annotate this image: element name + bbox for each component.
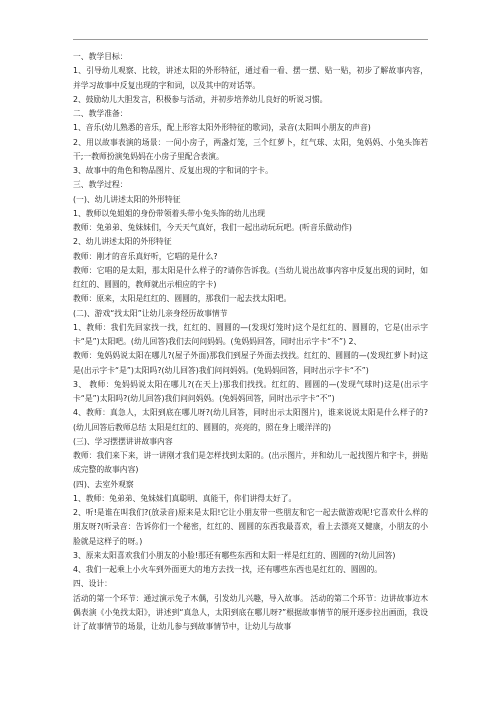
paragraph: 3、 教师：兔妈妈说太阳在哪儿?(在天上)那我们找找。红红的、圆圆的—(发现气球时)这是(出示字卡“是”)太阳吗?(幼儿回答)我们问问妈妈。(兔妈妈回答，同时出示字卡“不”) bbox=[73, 379, 428, 403]
paragraph: 3、故事中的角色和物品图片、反复出现的字和词的字卡。 bbox=[73, 166, 273, 175]
paragraph: 1、教师：我们先回家找一找，红红的、圆圆的—(发现灯笼时)这个是红红的、圆圆的，它是(出示字卡“是”)太阳吧。(幼儿回答)我们去问问妈妈。(兔妈妈回答，同时出示字卡“不”) 2、 bbox=[73, 322, 428, 346]
paragraph: 教师：我们来下来，讲一讲刚才我们是怎样找到太阳的。(出示图片，并和幼儿一起找图片和字卡，拼贴成完整的故事内容) bbox=[73, 451, 428, 475]
document-body bbox=[73, 50, 428, 634]
paragraph: 二、教学准备： bbox=[73, 109, 128, 118]
paragraph: (二)、游戏“找太阳”让幼儿亲身经历故事情节 bbox=[73, 308, 228, 318]
paragraph: 1、音乐(幼儿熟悉的音乐，配上形容太阳外形特征的歌词)，录音(太阳叫小朋友的声音) bbox=[73, 123, 371, 133]
paragraph: 教师：兔弟弟、兔妹妹们，今天天气真好，我们一起出动玩玩吧。(听音乐做动作) bbox=[73, 223, 352, 232]
paragraph: 教师：兔妈妈说太阳在哪儿?(屋子外面)那我们到屋子外面去找找。红红的、圆圆的—(发现红萝卜时)这是(出示字卡“是”)太阳吗?(幼儿回答)我们问问妈妈。(兔妈妈回答，同时出示字卡“不”) bbox=[73, 351, 428, 375]
paragraph: 活动的第一个环节：通过演示兔子木偶，引发幼儿兴趣，导入故事。 活动的第二个环节：边讲故事边木偶表演《小兔找太阳》，讲述到“真急人，太阳到底在哪儿呀?”根据故事情节的展开逐步拉出画面，我设计了故事情节的场景，让幼儿参与到故事情节中，让幼儿与故事 bbox=[73, 593, 428, 631]
paragraph: (四)、去室外观察 bbox=[73, 479, 134, 489]
paragraph: 4、教师：真急人，太阳到底在哪儿呀?(幼儿回答，同时出示太阳图片)，谁来说说太阳是什么样子的?(幼儿回答后教师总结 太阳是红红的、圆圆的，亮亮的，照在身上暖洋洋的) bbox=[73, 408, 428, 432]
paragraph: (三)、学习摆摆讲讲故事内容 bbox=[73, 436, 173, 446]
paragraph: 1、教师以兔姐姐的身份带领着头带小兔头饰的幼儿出现 bbox=[73, 208, 266, 218]
paragraph: 1、引导幼儿观察、比较，讲述太阳的外形特征，通过看一看、摆一摆、贴一贴，初步了解故事内容，并学习故事中反复出现的字和词，以及其中的对话等。 bbox=[73, 66, 428, 90]
paragraph: 3、原来太阳喜欢我们小朋友的小脸!那还有哪些东西和太阳一样是红红的、圆圆的?(幼儿回答) bbox=[73, 550, 396, 560]
paragraph: 2、用以故事表演的场景：一间小房子，两盏灯笼，三个红萝卜，红气球、太阳，兔妈妈、小兔头饰若干;一教师扮演兔妈妈在小房子里配合表演。 bbox=[73, 137, 428, 161]
paragraph: 1、教师：兔弟弟、兔妹妹们真聪明、真能干，你们讲得太好了。 bbox=[73, 493, 297, 503]
paragraph: 教师：原来，太阳是红红的、圆圆的，那我们一起去找太阳吧。 bbox=[73, 294, 292, 304]
paragraph: 2、听!是谁在叫我们?(放录音)原来是太阳!它让小朋友带一些朋友和它一起去做游戏呢!它喜欢什么样的朋友呀?(听录音：告诉你们一个秘密，红红的、圆圆的东西我最喜欢，看上去漂亮又健康，小朋友的小脸就是这样子的呀。) bbox=[73, 508, 428, 546]
paragraph: 2、鼓励幼儿大胆发言，积极参与活动，并初步培养幼儿良好的听说习惯。 bbox=[73, 94, 328, 104]
paragraph: 教师：刚才的音乐真好听，它唱的是什么? bbox=[73, 251, 218, 261]
paragraph: 4、我们一起乘上小火车到外面更大的地方去找一找，还有哪些东西也是红红的、圆圆的。 bbox=[73, 565, 383, 574]
paragraph: (一)、幼儿讲述太阳的外形特征 bbox=[73, 194, 181, 204]
paragraph: 2、幼儿讲述太阳的外形特征 bbox=[73, 237, 172, 247]
paragraph: 一、教学目标： bbox=[73, 52, 128, 61]
header-rule bbox=[73, 39, 428, 40]
paragraph: 四、设计： bbox=[73, 579, 112, 589]
paragraph: 三、教学过程： bbox=[73, 180, 128, 190]
paragraph: 教师：它唱的是太阳，那太阳是什么样子的?请你告诉我。(当幼儿说出故事内容中反复出现的词时，如红红的、圆圆的，教师就出示相应的字卡) bbox=[73, 265, 428, 289]
